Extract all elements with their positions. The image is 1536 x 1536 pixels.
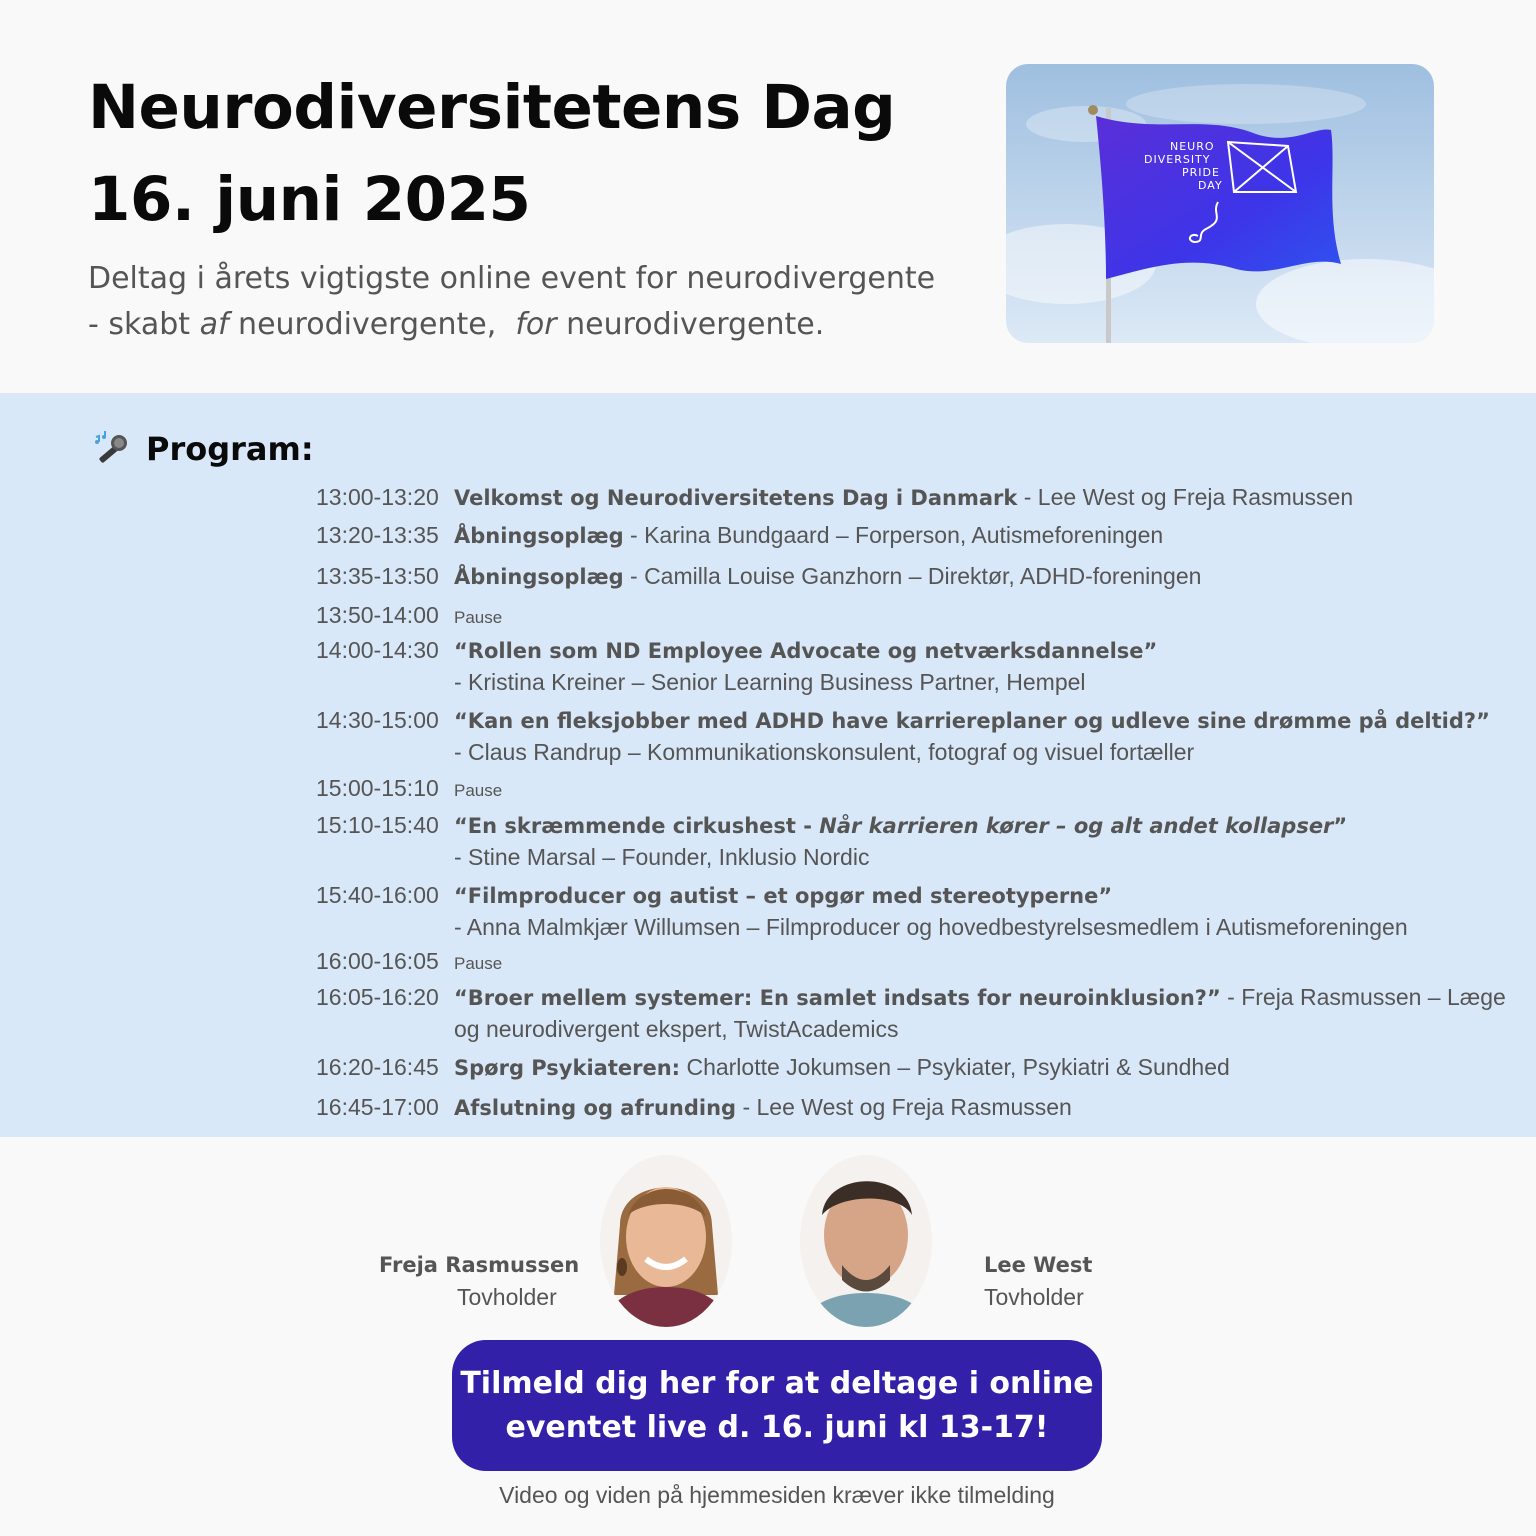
program-time: 14:30-15:00 xyxy=(316,707,439,733)
program-line xyxy=(454,773,1494,806)
program-time: 14:00-14:30 xyxy=(316,637,439,663)
program-line xyxy=(454,635,1494,667)
avatar xyxy=(600,1155,732,1327)
program-item-speaker: - Kristina Kreiner – Senior Learning Business Partner, Hempel xyxy=(454,669,1086,695)
program-title: Program: xyxy=(146,430,314,468)
signup-button[interactable] xyxy=(452,1340,1102,1471)
pause-label: Pause xyxy=(454,608,503,627)
program-line xyxy=(454,982,1506,1014)
program-description xyxy=(454,880,1494,943)
pause-label: Pause xyxy=(454,781,503,800)
program-item-speaker: - Camilla Louise Ganzhorn – Direktør, ADHD-foreningen xyxy=(623,563,1202,589)
program-section xyxy=(0,393,1536,1137)
flag-text: DAY xyxy=(1198,179,1223,192)
program-time: 16:00-16:05 xyxy=(316,948,439,974)
subtitle xyxy=(88,256,988,348)
program-line xyxy=(454,1092,1494,1124)
program-description xyxy=(454,482,1494,514)
program-header xyxy=(92,429,314,469)
program-description xyxy=(454,520,1494,552)
program-item-title: Spørg Psykiateren: xyxy=(454,1056,681,1080)
host-role: Tovholder xyxy=(984,1284,1084,1310)
program-line xyxy=(454,482,1494,514)
program-line xyxy=(454,561,1494,593)
program-description xyxy=(454,946,1494,979)
subtitle-line-1: Deltag i årets vigtigste online event for neurodivergente xyxy=(88,261,936,296)
host-name: Freja Rasmussen xyxy=(379,1253,580,1277)
program-line xyxy=(454,705,1494,737)
program-description xyxy=(454,561,1494,593)
program-description xyxy=(454,810,1494,873)
program-item-speaker: - Freja Rasmussen – Læge xyxy=(1220,984,1506,1010)
subtitle-text: neurodivergente. xyxy=(556,307,825,342)
subtitle-text: - skabt xyxy=(88,307,200,342)
avatar xyxy=(800,1155,932,1327)
program-item-speaker: - Stine Marsal – Founder, Inklusio Nordic xyxy=(454,844,870,870)
program-line xyxy=(454,880,1494,912)
program-description xyxy=(454,705,1494,768)
program-item-speaker: og neurodivergent ekspert, TwistAcademics xyxy=(454,1016,899,1042)
signup-button-line-1: Tilmeld dig her for at deltage i online xyxy=(460,1366,1094,1401)
program-time: 16:45-17:00 xyxy=(316,1094,439,1120)
subtitle-emphasis-for: for xyxy=(515,307,557,342)
program-description xyxy=(454,1052,1494,1084)
program-time: 16:20-16:45 xyxy=(316,1054,439,1080)
microphone-icon xyxy=(92,429,132,469)
program-item-title: “Rollen som ND Employee Advocate og netværksdannelse” xyxy=(454,639,1158,663)
flag-text: NEURO xyxy=(1170,140,1215,153)
program-description xyxy=(454,600,1494,633)
subtitle-text: neurodivergente, xyxy=(228,307,516,342)
program-item-title: ” xyxy=(1333,814,1348,838)
program-item-speaker: - Lee West og Freja Rasmussen xyxy=(736,1094,1072,1120)
subtitle-emphasis-af: af xyxy=(199,307,229,342)
program-line xyxy=(454,946,1494,979)
program-line xyxy=(454,810,1494,842)
flag-text: DIVERSITY xyxy=(1144,153,1211,166)
pause-label: Pause xyxy=(454,954,503,973)
program-time: 15:00-15:10 xyxy=(316,775,439,801)
program-time: 15:40-16:00 xyxy=(316,882,439,908)
program-item-title: Åbningsoplæg xyxy=(454,565,624,589)
page-title xyxy=(88,62,968,246)
flag-image xyxy=(1006,64,1434,343)
program-item-title-italic: Når karrieren kører – og alt andet kollapser xyxy=(819,814,1334,838)
signup-button-line-2: eventet live d. 16. juni kl 13-17! xyxy=(505,1410,1049,1445)
header xyxy=(0,0,1536,393)
title-line-1: Neurodiversitetens Dag xyxy=(88,72,896,143)
program-item-speaker: - Anna Malmkjær Willumsen – Filmproducer og hovedbestyrelsesmedlem i Autismeforeningen xyxy=(454,914,1408,940)
program-item-speaker: - Karina Bundgaard – Forperson, Autismeforeningen xyxy=(623,522,1164,548)
program-line xyxy=(454,1052,1494,1084)
program-time: 13:00-13:20 xyxy=(316,484,439,510)
program-item-title: “Broer mellem systemer: En samlet indsats for neuroinklusion?” xyxy=(454,986,1221,1010)
footer-note: Video og viden på hjemmesiden kræver ikke tilmelding xyxy=(499,1482,1055,1508)
program-item-title: Velkomst og Neurodiversitetens Dag i Danmark xyxy=(454,486,1018,510)
title-line-2: 16. juni 2025 xyxy=(88,164,531,235)
program-item-title: “Filmproducer og autist – et opgør med stereotyperne” xyxy=(454,884,1113,908)
program-item-title: “Kan en fleksjobber med ADHD have karriereplaner og udleve sine drømme på deltid?” xyxy=(454,709,1490,733)
program-time: 13:50-14:00 xyxy=(316,602,439,628)
program-item-title: Afslutning og afrunding xyxy=(454,1096,737,1120)
program-description xyxy=(454,773,1494,806)
program-item-speaker: - Claus Randrup – Kommunikationskonsulent, fotograf og visuel fortæller xyxy=(454,739,1195,765)
program-description xyxy=(454,982,1506,1045)
program-time: 13:35-13:50 xyxy=(316,563,439,589)
program-line xyxy=(454,600,1494,633)
program-item-title: “En skræmmende cirkushest - xyxy=(454,814,820,838)
flag-illustration xyxy=(1006,64,1434,343)
host-name: Lee West xyxy=(984,1253,1093,1277)
program-description xyxy=(454,1092,1494,1124)
program-description xyxy=(454,635,1494,698)
program-item-speaker: - Lee West og Freja Rasmussen xyxy=(1017,484,1354,510)
program-time: 15:10-15:40 xyxy=(316,812,439,838)
program-item-title: Åbningsoplæg xyxy=(454,524,624,548)
flag-text: PRIDE xyxy=(1182,166,1220,179)
subtitle-line-2 xyxy=(88,302,988,348)
program-time: 16:05-16:20 xyxy=(316,984,439,1010)
host-role: Tovholder xyxy=(457,1284,557,1310)
program-item-speaker: Charlotte Jokumsen – Psykiater, Psykiatri & Sundhed xyxy=(680,1054,1230,1080)
program-line xyxy=(454,520,1494,552)
program-time: 13:20-13:35 xyxy=(316,522,439,548)
